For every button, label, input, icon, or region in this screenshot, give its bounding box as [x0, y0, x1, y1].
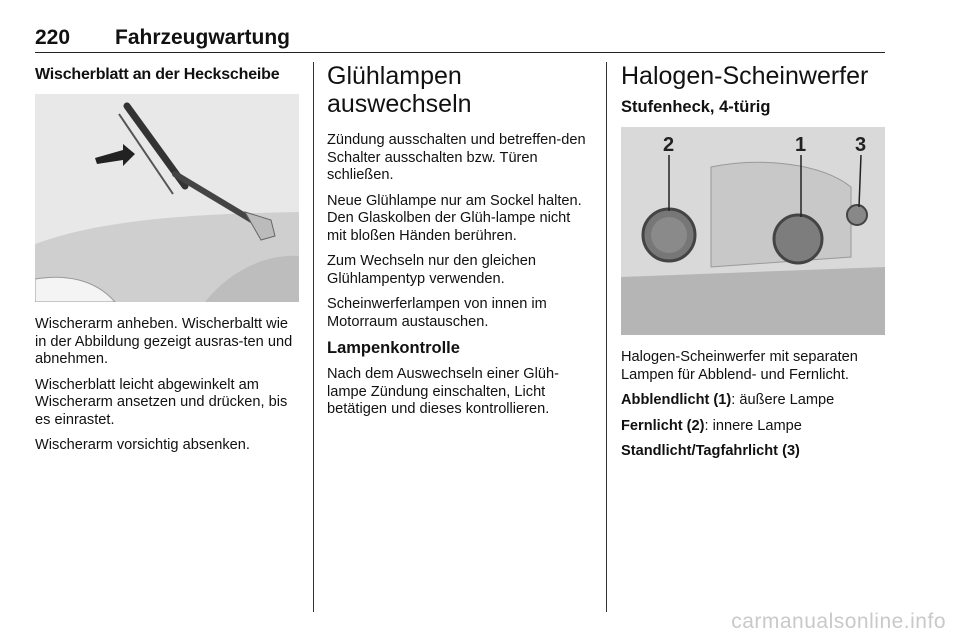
- legend-term: Fernlicht (2): [621, 417, 705, 434]
- legend-term: Abblendlicht (1): [621, 392, 732, 408]
- section-title: Glühlampen auswechseln: [327, 62, 472, 118]
- chapter-title: Fahrzeugwartung: [115, 26, 291, 49]
- page-number: 220: [35, 26, 71, 49]
- column-divider: [313, 62, 314, 612]
- legend-item: [621, 443, 887, 461]
- paragraph: Neue Glühlampe nur am Sockel halten. Den Glaskolben der Glüh-lampe nicht mit bloßen Händen berühren.: [327, 192, 582, 244]
- column-divider: [606, 62, 607, 612]
- paragraph: Wischerblatt leicht abgewinkelt am Wischerarm ansetzen und drücken, bis es einrastet.: [35, 376, 288, 428]
- legend-desc: : innere Lampe: [704, 417, 802, 434]
- column-bulbs: [327, 62, 593, 427]
- legend-item: [621, 418, 887, 436]
- figure-label: 2: [663, 134, 675, 156]
- paragraph: Wischerarm anheben. Wischerbaltt wie in der Abbildung gezeigt ausras-ten und abnehmen.: [35, 316, 293, 367]
- watermark: carmanualsonline.info: [731, 610, 946, 633]
- paragraph: Nach dem Auswechseln einer Glüh-lampe Zündung einschalten, Licht betätigen und dieses kontrollieren.: [327, 366, 559, 417]
- headlight-illustration: [621, 127, 885, 335]
- page-header: [35, 26, 885, 53]
- column-headlights: [621, 62, 887, 469]
- legend-item: [621, 392, 887, 410]
- figure-caption: Halogen-Scheinwerfer mit separaten Lampen für Abblend- und Fernlicht.: [621, 349, 858, 383]
- legend-term: Standlicht/Tagfahrlicht (3): [621, 443, 800, 459]
- section-title: Halogen-Scheinwerfer: [621, 62, 869, 90]
- figure-label: 3: [855, 134, 867, 156]
- paragraph: Zum Wechseln nur den gleichen Glühlampentyp verwenden.: [327, 253, 537, 287]
- paragraph: Zündung ausschalten und betreffen-den Schalter ausschalten bzw. Türen schließen.: [327, 132, 586, 183]
- subsection-title: Lampenkontrolle: [327, 339, 460, 357]
- legend-desc: : äußere Lampe: [731, 392, 835, 408]
- wiper-illustration: [35, 94, 299, 302]
- subsection-title: Stufenheck, 4-türig: [621, 98, 771, 116]
- column-wiper: [35, 62, 299, 463]
- paragraph: Scheinwerferlampen von innen im Motorraum austauschen.: [327, 296, 547, 330]
- paragraph: Wischerarm vorsichtig absenken.: [35, 437, 250, 453]
- figure-label: 1: [795, 134, 807, 156]
- section-heading: Wischerblatt an der Heckscheibe: [35, 66, 280, 83]
